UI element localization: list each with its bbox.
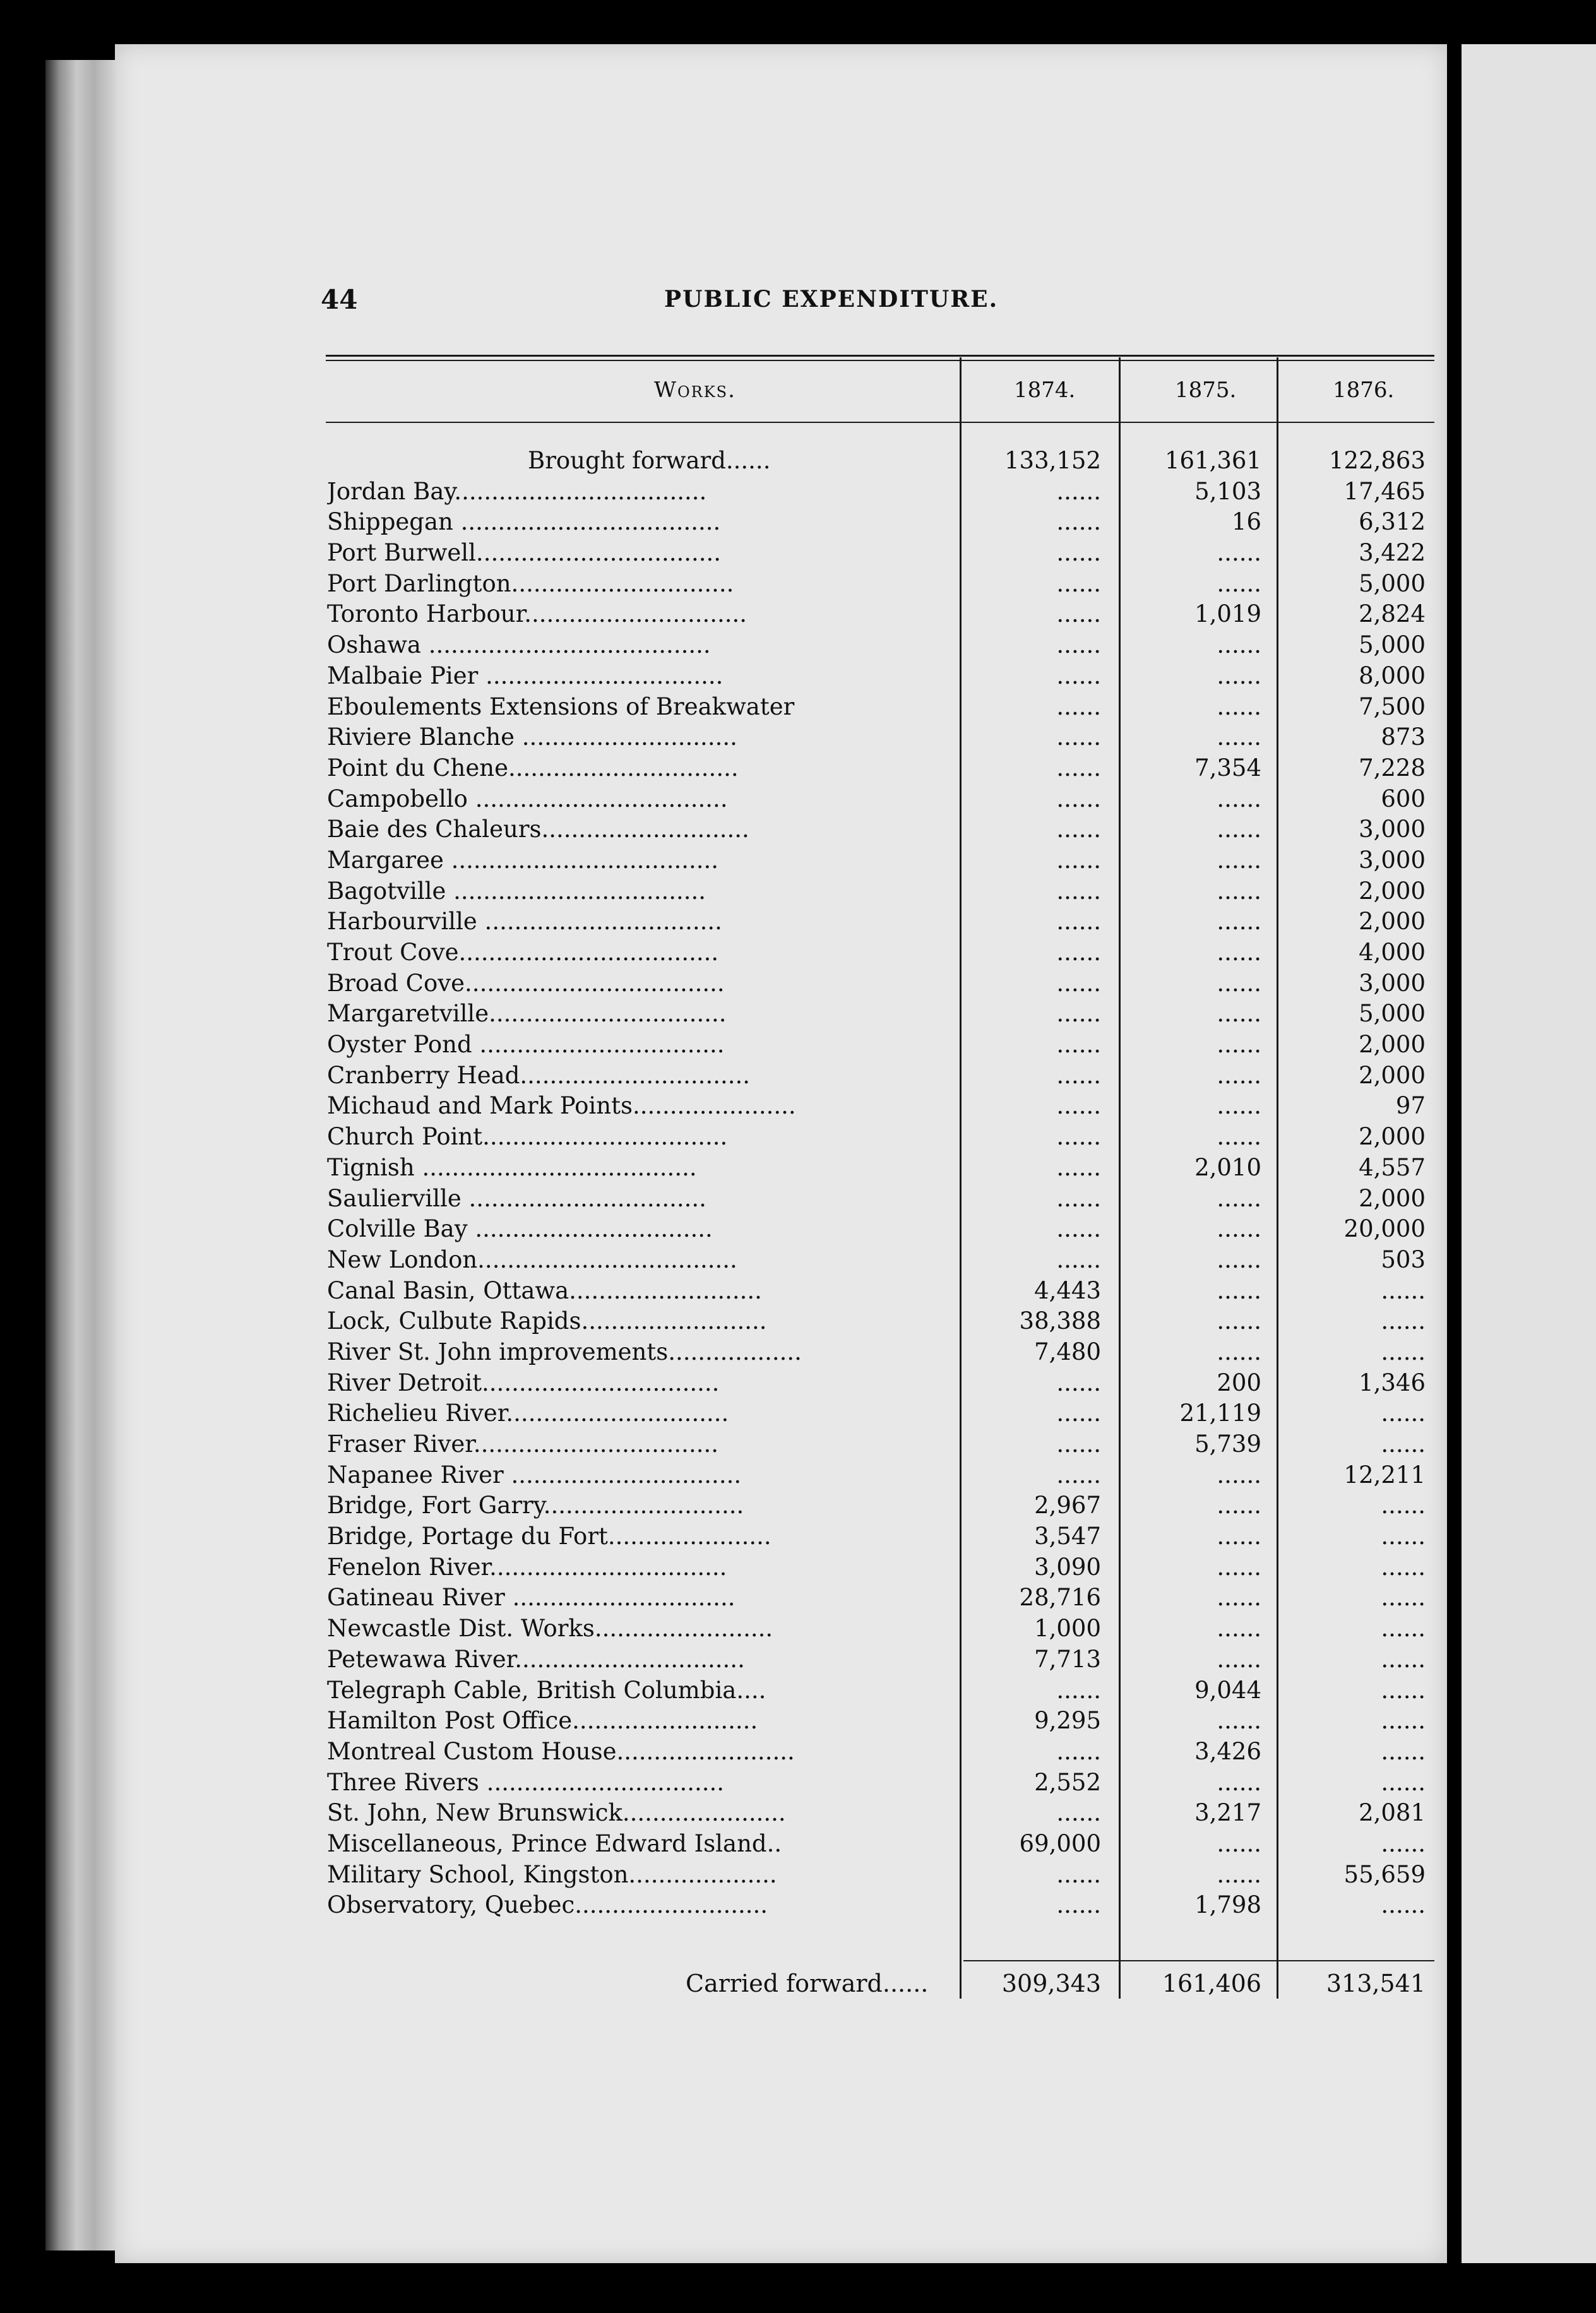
row-value-1875: 200	[1217, 1369, 1261, 1396]
table-row	[326, 1215, 1434, 1246]
table-row	[326, 1738, 1434, 1769]
row-value-1875: ......	[1217, 1276, 1261, 1304]
row-value-1876: ......	[1381, 1645, 1426, 1673]
row-value-1874: ......	[1056, 569, 1101, 597]
table-row	[326, 877, 1434, 908]
table-row	[326, 1000, 1434, 1031]
row-value-1874: ......	[1056, 693, 1101, 720]
table-row	[326, 600, 1434, 631]
table-row	[326, 662, 1434, 693]
table-row	[326, 478, 1434, 509]
row-label: Fraser River.................................	[327, 1430, 718, 1458]
row-value-1876: 2,000	[1359, 1123, 1426, 1151]
row-value-1875: ......	[1217, 662, 1261, 689]
header-1875: 1875.	[1175, 378, 1237, 403]
row-value-1874: 28,716	[1019, 1584, 1101, 1612]
row-value-1874: ......	[1056, 785, 1101, 812]
row-value-1875: ......	[1217, 1615, 1261, 1643]
row-label: Trout Cove...................................	[327, 939, 719, 966]
table-row	[326, 631, 1434, 662]
row-value-1876: 2,000	[1359, 877, 1426, 905]
row-value-1876: 503	[1381, 1246, 1426, 1273]
row-value-1875: ......	[1217, 1031, 1261, 1059]
brought-forward-1875: 161,361	[1164, 447, 1261, 474]
row-label: Miscellaneous, Prince Edward Island..	[327, 1829, 782, 1857]
row-value-1875: ......	[1217, 1184, 1261, 1212]
row-label: Cranberry Head...............................	[327, 1061, 751, 1089]
row-value-1876: 20,000	[1343, 1215, 1426, 1243]
table-row	[326, 816, 1434, 847]
table-row	[326, 1861, 1434, 1892]
row-value-1876: 4,000	[1359, 939, 1426, 966]
row-value-1875: ......	[1217, 1768, 1261, 1796]
table-row	[326, 1031, 1434, 1062]
row-value-1876: ......	[1381, 1492, 1426, 1519]
carried-forward-row	[326, 1970, 1434, 2001]
row-value-1875: ......	[1217, 1860, 1261, 1888]
row-value-1876: 2,000	[1359, 1184, 1426, 1212]
row-value-1874: ......	[1056, 1676, 1101, 1704]
row-value-1875: ......	[1217, 877, 1261, 905]
row-value-1875: ......	[1217, 1061, 1261, 1089]
row-value-1876: ......	[1381, 1737, 1426, 1765]
table-row	[326, 1830, 1434, 1861]
row-value-1875: 1,019	[1194, 600, 1261, 628]
row-value-1874: ......	[1056, 1737, 1101, 1765]
row-value-1874: ......	[1056, 1246, 1101, 1273]
row-value-1876: 4,557	[1359, 1153, 1426, 1181]
row-value-1875: ......	[1217, 908, 1261, 936]
row-label: Bagotville ..................................	[327, 877, 706, 905]
row-label: Oyster Pond .................................	[327, 1031, 725, 1059]
row-label: Campobello ..................................	[327, 785, 728, 812]
row-value-1875: ......	[1217, 539, 1261, 567]
row-value-1875: ......	[1217, 1246, 1261, 1273]
row-value-1876: 5,000	[1359, 569, 1426, 597]
table-top-rule	[326, 355, 1434, 357]
row-value-1875: 2,010	[1194, 1153, 1261, 1181]
row-value-1874: 38,388	[1019, 1307, 1101, 1335]
brought-forward-1874: 133,152	[1004, 447, 1101, 474]
row-value-1876: 12,211	[1343, 1461, 1426, 1489]
row-value-1874: 7,480	[1034, 1338, 1101, 1365]
row-value-1876: ......	[1381, 1430, 1426, 1458]
row-value-1876: 873	[1381, 723, 1426, 751]
row-value-1874: ......	[1056, 877, 1101, 905]
row-value-1876: 7,500	[1359, 693, 1426, 720]
row-value-1874: ......	[1056, 1891, 1101, 1919]
row-value-1876: ......	[1381, 1707, 1426, 1735]
row-value-1874: 2,967	[1034, 1492, 1101, 1519]
row-value-1874: 1,000	[1034, 1615, 1101, 1643]
table-row	[326, 847, 1434, 877]
row-value-1876: 5,000	[1359, 631, 1426, 659]
row-value-1874: ......	[1056, 508, 1101, 536]
row-value-1874: ......	[1056, 600, 1101, 628]
row-value-1875: ......	[1217, 693, 1261, 720]
row-value-1876: 600	[1381, 785, 1426, 812]
row-value-1875: 21,119	[1179, 1400, 1261, 1427]
row-value-1874: ......	[1056, 846, 1101, 874]
row-value-1874: ......	[1056, 939, 1101, 966]
row-value-1875: ......	[1217, 816, 1261, 843]
table-row	[326, 1062, 1434, 1093]
table-row	[326, 1461, 1434, 1492]
row-label: St. John, New Brunswick......................	[327, 1799, 786, 1827]
row-label: Gatineau River ..............................	[327, 1584, 735, 1612]
row-label: Bridge, Portage du Fort......................	[327, 1523, 771, 1550]
row-value-1876: ......	[1381, 1523, 1426, 1550]
row-value-1874: ......	[1056, 477, 1101, 505]
row-value-1875: ......	[1217, 1307, 1261, 1335]
row-value-1874: 3,547	[1034, 1523, 1101, 1550]
row-label: Margaree ....................................	[327, 846, 719, 874]
row-value-1875: 16	[1231, 508, 1261, 536]
row-label: Toronto Harbour..............................	[327, 600, 747, 628]
row-value-1874: ......	[1056, 1092, 1101, 1120]
row-value-1876: 2,000	[1359, 908, 1426, 936]
row-value-1875: ......	[1217, 1523, 1261, 1550]
row-value-1874: ......	[1056, 1061, 1101, 1089]
row-label: Malbaie Pier ................................	[327, 662, 724, 689]
table-row	[326, 1092, 1434, 1123]
row-label: New London...................................	[327, 1246, 737, 1273]
table-row	[326, 1554, 1434, 1585]
table-row	[326, 970, 1434, 1001]
page-title: PUBLIC EXPENDITURE.	[664, 286, 999, 312]
row-value-1876: 17,465	[1343, 477, 1426, 505]
brought-forward-row	[326, 447, 1434, 478]
row-label: Saulierville ................................	[327, 1184, 706, 1212]
row-label: Newcastle Dist. Works........................	[327, 1615, 773, 1643]
table-row	[326, 570, 1434, 601]
row-value-1875: ......	[1217, 1829, 1261, 1857]
row-value-1874: 9,295	[1034, 1707, 1101, 1735]
row-label: Margaretville................................	[327, 1000, 727, 1028]
row-value-1874: ......	[1056, 723, 1101, 751]
row-value-1875: 1,798	[1194, 1891, 1261, 1919]
row-value-1875: ......	[1217, 1215, 1261, 1243]
row-value-1876: ......	[1381, 1400, 1426, 1427]
row-label: Shippegan ...................................	[327, 508, 721, 536]
page-number: 44	[321, 284, 358, 315]
row-value-1875: ......	[1217, 1645, 1261, 1673]
carried-forward-1876: 313,541	[1326, 1970, 1426, 1997]
row-value-1875: 3,426	[1194, 1737, 1261, 1765]
row-label: Baie des Chaleurs............................	[327, 816, 749, 843]
row-value-1875: ......	[1217, 723, 1261, 751]
row-label: Lock, Culbute Rapids.........................	[327, 1307, 767, 1335]
row-value-1876: 3,000	[1359, 816, 1426, 843]
table-row	[326, 1677, 1434, 1708]
book-page	[115, 44, 1447, 2263]
row-label: Jordan Bay..................................	[327, 477, 707, 505]
row-value-1874: ......	[1056, 1184, 1101, 1212]
row-value-1876: 2,000	[1359, 1061, 1426, 1089]
table-row	[326, 1400, 1434, 1430]
table-row	[326, 1584, 1434, 1615]
row-value-1876: 55,659	[1343, 1860, 1426, 1888]
row-label: Richelieu River..............................	[327, 1400, 729, 1427]
row-label: Observatory, Quebec..........................	[327, 1891, 768, 1919]
table-row	[326, 508, 1434, 539]
row-value-1874: 3,090	[1034, 1553, 1101, 1581]
row-value-1875: ......	[1217, 1461, 1261, 1489]
row-value-1874: 2,552	[1034, 1768, 1101, 1796]
table-top-rule-thin	[326, 360, 1434, 361]
table-row	[326, 1523, 1434, 1554]
row-value-1874: ......	[1056, 1153, 1101, 1181]
row-label: Colville Bay ................................	[327, 1215, 713, 1243]
row-value-1875: ......	[1217, 969, 1261, 997]
row-value-1874: ......	[1056, 908, 1101, 936]
row-label: Petewawa River...............................	[327, 1645, 745, 1673]
table-row	[326, 693, 1434, 724]
row-label: River St. John improvements..................	[327, 1338, 802, 1365]
table-row	[326, 1123, 1434, 1154]
row-value-1876: ......	[1381, 1891, 1426, 1919]
row-label: Oshawa ......................................	[327, 631, 711, 659]
table-row	[326, 1492, 1434, 1523]
row-value-1874: ......	[1056, 969, 1101, 997]
row-value-1874: ......	[1056, 1031, 1101, 1059]
table-row	[326, 1799, 1434, 1830]
running-head	[115, 284, 1447, 316]
row-label: Eboulements Extensions of Breakwater	[327, 693, 795, 720]
brought-forward-label: Brought forward......	[528, 447, 771, 474]
carried-forward-label: Carried forward......	[686, 1970, 929, 1997]
header-bottom-rule	[326, 422, 1434, 423]
table-row	[326, 1338, 1434, 1369]
row-label: Canal Basin, Ottawa..........................	[327, 1276, 762, 1304]
row-value-1874: ......	[1056, 1369, 1101, 1396]
row-value-1875: ......	[1217, 1707, 1261, 1735]
brought-forward-1876: 122,863	[1328, 447, 1426, 474]
row-value-1876: ......	[1381, 1553, 1426, 1581]
facing-page-edge	[1462, 44, 1596, 2263]
row-value-1876: 6,312	[1359, 508, 1426, 536]
row-value-1874: 69,000	[1019, 1829, 1101, 1857]
row-label: Port Burwell.................................	[327, 539, 722, 567]
row-value-1875: 3,217	[1194, 1799, 1261, 1827]
table-row	[326, 1246, 1434, 1277]
table-row	[326, 1615, 1434, 1646]
row-label: Church Point.................................	[327, 1123, 728, 1151]
row-label: Riviere Blanche .............................	[327, 723, 737, 751]
table-row	[326, 1430, 1434, 1461]
row-value-1876: 5,000	[1359, 1000, 1426, 1028]
book-spine-edge	[45, 60, 115, 2251]
row-label: Broad Cove...................................	[327, 969, 725, 997]
row-value-1876: 8,000	[1359, 662, 1426, 689]
row-label: Point du Chene...............................	[327, 754, 739, 782]
table-row	[326, 1769, 1434, 1800]
row-value-1876: 1,346	[1359, 1369, 1426, 1396]
row-value-1876: 3,000	[1359, 846, 1426, 874]
row-value-1875: ......	[1217, 939, 1261, 966]
row-value-1874: ......	[1056, 1461, 1101, 1489]
row-value-1875: ......	[1217, 1553, 1261, 1581]
row-value-1874: ......	[1056, 1123, 1101, 1151]
row-value-1875: 5,103	[1194, 477, 1261, 505]
row-value-1876: ......	[1381, 1615, 1426, 1643]
row-value-1876: 97	[1395, 1092, 1426, 1120]
row-value-1874: ......	[1056, 1215, 1101, 1243]
row-value-1876: ......	[1381, 1676, 1426, 1704]
table-row	[326, 1307, 1434, 1338]
row-value-1874: 4,443	[1034, 1276, 1101, 1304]
row-label: Napanee River ...............................	[327, 1461, 742, 1489]
table-body	[326, 447, 1434, 1922]
row-label: Fenelon River................................	[327, 1553, 727, 1581]
row-value-1874: ......	[1056, 539, 1101, 567]
table-row	[326, 1185, 1434, 1216]
row-value-1874: ......	[1056, 662, 1101, 689]
table-row	[326, 1707, 1434, 1738]
row-value-1874: ......	[1056, 1860, 1101, 1888]
table-row	[326, 1369, 1434, 1400]
row-value-1876: ......	[1381, 1768, 1426, 1796]
row-value-1876: 2,081	[1359, 1799, 1426, 1827]
row-value-1876: 3,000	[1359, 969, 1426, 997]
row-value-1874: ......	[1056, 1430, 1101, 1458]
table-row	[326, 908, 1434, 939]
table-row	[326, 785, 1434, 816]
row-value-1876: ......	[1381, 1338, 1426, 1365]
row-value-1875: ......	[1217, 846, 1261, 874]
row-value-1876: 7,228	[1359, 754, 1426, 782]
row-value-1874: ......	[1056, 816, 1101, 843]
row-label: Bridge, Fort Garry...........................	[327, 1492, 744, 1519]
row-value-1875: ......	[1217, 1123, 1261, 1151]
header-1876: 1876.	[1333, 378, 1395, 403]
table-row	[326, 754, 1434, 785]
row-value-1874: ......	[1056, 1000, 1101, 1028]
row-label: Three Rivers ................................	[327, 1768, 725, 1796]
table-row	[326, 1277, 1434, 1308]
row-value-1874: ......	[1056, 1400, 1101, 1427]
row-label: Military School, Kingston....................	[327, 1860, 777, 1888]
row-value-1875: ......	[1217, 1000, 1261, 1028]
row-value-1875: ......	[1217, 785, 1261, 812]
row-label: Hamilton Post Office.........................	[327, 1707, 758, 1735]
table-row	[326, 1646, 1434, 1677]
row-value-1876: ......	[1381, 1584, 1426, 1612]
carried-forward-1875: 161,406	[1162, 1970, 1261, 1997]
row-value-1875: 5,739	[1194, 1430, 1261, 1458]
row-value-1875: ......	[1217, 631, 1261, 659]
row-label: Telegraph Cable, British Columbia....	[327, 1676, 766, 1704]
carried-forward-1874: 309,343	[1001, 1970, 1101, 1997]
row-value-1874: ......	[1056, 631, 1101, 659]
row-value-1876: 2,000	[1359, 1031, 1426, 1059]
row-value-1876: ......	[1381, 1829, 1426, 1857]
header-1874: 1874.	[1014, 378, 1076, 403]
row-value-1874: 7,713	[1034, 1645, 1101, 1673]
row-value-1875: 7,354	[1194, 754, 1261, 782]
row-label: Michaud and Mark Points......................	[327, 1092, 796, 1120]
row-value-1876: 3,422	[1359, 539, 1426, 567]
row-value-1876: 2,824	[1359, 600, 1426, 628]
row-label: Tignish .....................................	[327, 1153, 697, 1181]
table-row	[326, 539, 1434, 570]
row-value-1874: ......	[1056, 1799, 1101, 1827]
row-value-1876: ......	[1381, 1276, 1426, 1304]
row-value-1875: ......	[1217, 1092, 1261, 1120]
row-label: Harbourville ................................	[327, 908, 722, 936]
row-value-1875: 9,044	[1194, 1676, 1261, 1704]
row-label: River Detroit................................	[327, 1369, 720, 1396]
row-value-1875: ......	[1217, 569, 1261, 597]
row-value-1875: ......	[1217, 1338, 1261, 1365]
row-value-1875: ......	[1217, 1584, 1261, 1612]
table-row	[326, 723, 1434, 754]
table-row	[326, 939, 1434, 970]
row-value-1876: ......	[1381, 1307, 1426, 1335]
header-works: Works.	[654, 378, 736, 403]
row-label: Montreal Custom House........................	[327, 1737, 795, 1765]
table-row	[326, 1154, 1434, 1185]
total-rule	[963, 1960, 1434, 1961]
row-value-1875: ......	[1217, 1492, 1261, 1519]
expenditure-table	[326, 341, 1434, 2007]
row-value-1874: ......	[1056, 754, 1101, 782]
table-row	[326, 1891, 1434, 1922]
row-label: Port Darlington..............................	[327, 569, 734, 597]
